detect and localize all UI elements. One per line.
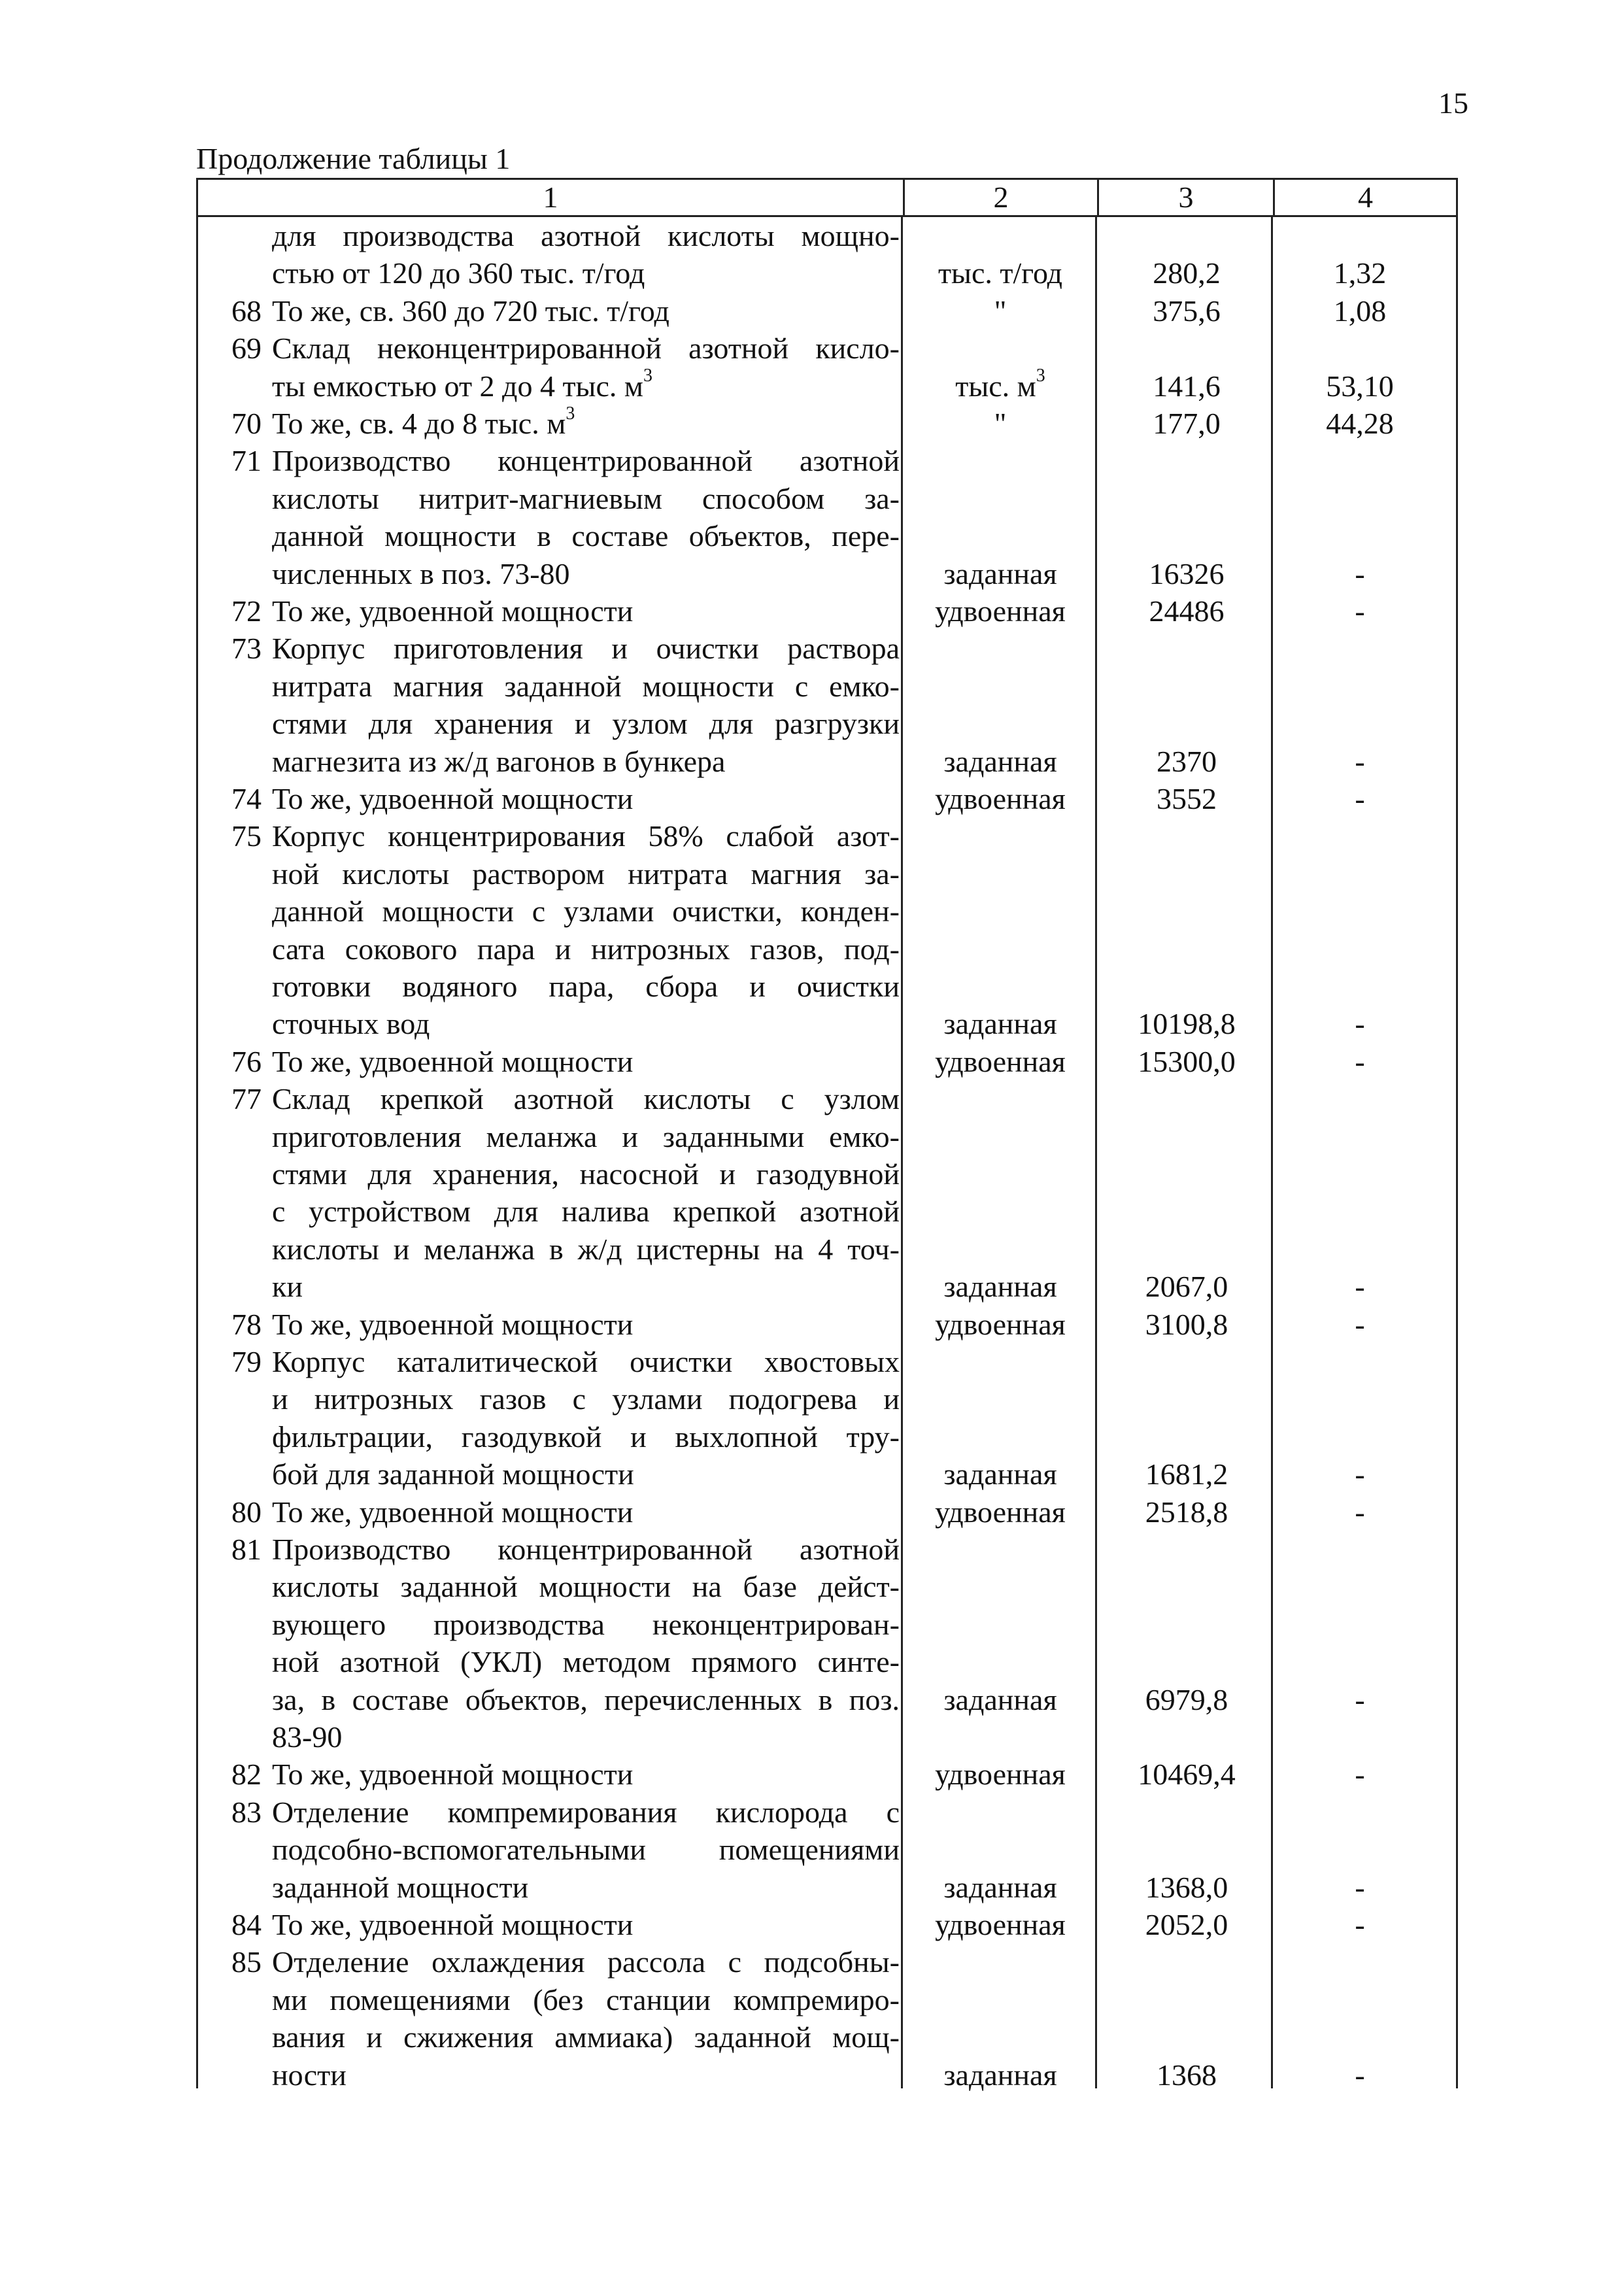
- unit-cell: [902, 254, 1098, 292]
- unit-text: удвоенная: [935, 1307, 1066, 1341]
- coefficient-cell: 44,28: [1326, 407, 1394, 440]
- row-description: [272, 1193, 900, 1231]
- unit-text: ": [994, 407, 1007, 440]
- description-text: численных в поз. 73-80: [272, 556, 570, 590]
- description-text: для производства азотной кислоты мощно-: [272, 219, 900, 252]
- row-description: [272, 1981, 900, 2019]
- row-description: [272, 1531, 900, 1569]
- table-row: [0, 292, 1624, 330]
- table-row: [0, 1080, 1624, 1118]
- row-description: [272, 292, 900, 330]
- description-text: кислоты заданной мощности на базе дейст-: [272, 1570, 900, 1604]
- table-row: [0, 743, 1624, 781]
- description-text: приготовления меланжа и заданными емко-: [272, 1119, 900, 1153]
- coefficient-cell: -: [1355, 1044, 1365, 1078]
- description-text: ной кислоты раствором нитрата магния за-: [272, 857, 900, 891]
- description-text: данной мощности в составе объектов, пере-: [272, 519, 900, 553]
- row-number: 69: [231, 332, 262, 366]
- table-row: [0, 1343, 1624, 1381]
- table-row: [0, 1606, 1624, 1644]
- row-number: 75: [231, 819, 262, 853]
- description-text: бой для заданной мощности: [272, 1457, 634, 1491]
- table-row: [0, 968, 1624, 1006]
- row-description: [272, 743, 900, 781]
- description-text: стями для хранения, насосной и газодувной: [272, 1157, 900, 1191]
- row-number: 79: [231, 1345, 262, 1378]
- table-row: [0, 1643, 1624, 1681]
- superscript: 3: [1036, 366, 1045, 386]
- table-row: [0, 630, 1624, 668]
- table-row: [0, 405, 1624, 443]
- row-description: [272, 1268, 900, 1306]
- description-text: ты емкостью от 2 до 4 тыс. м: [272, 369, 643, 403]
- description-text: То же, удвоенной мощности: [272, 1495, 634, 1529]
- unit-text: тыс. т/год: [938, 256, 1063, 290]
- unit-cell: [902, 1681, 1098, 1719]
- row-description: [272, 1380, 900, 1418]
- row-description: [272, 1943, 900, 1981]
- header-col-3: 3: [1178, 180, 1194, 214]
- row-description: [272, 668, 900, 706]
- coefficient-cell: -: [1355, 2058, 1365, 2092]
- row-description: [272, 1455, 900, 1493]
- table-row: [0, 2018, 1624, 2056]
- table-row: [0, 517, 1624, 555]
- table-row: [0, 817, 1624, 855]
- unit-cell: [902, 1869, 1098, 1907]
- unit-text: удвоенная: [935, 1908, 1066, 1941]
- table-row: [0, 1268, 1624, 1306]
- value-cell: 2067,0: [1145, 1270, 1228, 1304]
- superscript: 3: [566, 403, 575, 424]
- unit-cell: [902, 292, 1098, 330]
- unit-cell: [902, 1005, 1098, 1043]
- row-description: [272, 1306, 900, 1344]
- value-cell: 1368: [1157, 2058, 1217, 2092]
- description-text: вания и сжижения аммиака) заданной мощ-: [272, 2020, 900, 2054]
- row-description: [272, 1493, 900, 1531]
- table-row: [0, 1568, 1624, 1606]
- description-text: готовки водяного пара, сбора и очистки: [272, 970, 900, 1003]
- unit-text: заданная: [943, 1682, 1057, 1716]
- table-row: [0, 1043, 1624, 1081]
- row-description: [272, 442, 900, 480]
- unit-cell: [902, 405, 1098, 443]
- table-caption: Продолжение таблицы 1: [196, 142, 511, 175]
- value-cell: 6979,8: [1145, 1682, 1228, 1716]
- unit-text: тыс. м: [955, 369, 1036, 403]
- unit-cell: [902, 367, 1098, 405]
- table-row: [0, 1756, 1624, 1794]
- coefficient-cell: 1,08: [1333, 294, 1387, 328]
- coefficient-cell: -: [1355, 1270, 1365, 1304]
- description-text: за, в составе объектов, перечисленных в поз.: [272, 1682, 900, 1716]
- table-row: [0, 1493, 1624, 1531]
- row-description: [272, 1643, 900, 1681]
- table-row: [0, 1155, 1624, 1193]
- description-text: То же, удвоенной мощности: [272, 594, 634, 628]
- table-row: [0, 668, 1624, 706]
- unit-cell: [902, 743, 1098, 781]
- value-cell: 3552: [1157, 782, 1217, 815]
- unit-cell: [902, 2056, 1098, 2094]
- coefficient-cell: -: [1355, 1682, 1365, 1716]
- coefficient-cell: 1,32: [1333, 256, 1387, 290]
- value-cell: 141,6: [1153, 369, 1221, 403]
- unit-text: заданная: [943, 2058, 1057, 2092]
- row-number: 74: [231, 782, 262, 815]
- header-col-4: 4: [1358, 180, 1373, 214]
- row-description: [272, 1118, 900, 1156]
- description-text: магнезита из ж/д вагонов в бункера: [272, 744, 726, 778]
- description-text: То же, св. 360 до 720 тыс. т/год: [272, 294, 669, 328]
- table-row: [0, 2056, 1624, 2094]
- table-row: [0, 1981, 1624, 2019]
- table-row: [0, 855, 1624, 893]
- row-description: [272, 630, 900, 668]
- row-number: 68: [231, 294, 262, 328]
- unit-cell: [902, 1043, 1098, 1081]
- unit-text: удвоенная: [935, 1758, 1066, 1792]
- table-row: [0, 780, 1624, 818]
- row-description: [272, 517, 900, 555]
- coefficient-cell: -: [1355, 744, 1365, 778]
- description-text: вующего производства неконцентрирован-: [272, 1607, 900, 1641]
- description-text: заданной мощности: [272, 1870, 529, 1904]
- unit-cell: [902, 555, 1098, 593]
- value-cell: 375,6: [1153, 294, 1221, 328]
- table-header: [196, 178, 1458, 217]
- value-cell: 15300,0: [1138, 1044, 1236, 1078]
- row-description: [272, 1080, 900, 1118]
- row-description: [272, 405, 900, 443]
- row-description: [272, 892, 900, 930]
- unit-cell: [902, 1455, 1098, 1493]
- description-text: Производство концентрированной азотной: [272, 444, 900, 478]
- coefficient-cell: -: [1355, 1007, 1365, 1041]
- row-description: [272, 2056, 900, 2094]
- row-description: [272, 1005, 900, 1043]
- coefficient-cell: -: [1355, 1758, 1365, 1792]
- coefficient-cell: -: [1355, 1307, 1365, 1341]
- unit-cell: [902, 1306, 1098, 1344]
- row-number: 81: [231, 1533, 262, 1566]
- description-text: Отделение охлаждения рассола с подсобны-: [272, 1945, 900, 1979]
- value-cell: 177,0: [1153, 407, 1221, 440]
- table-row: [0, 330, 1624, 367]
- table-row: [0, 1193, 1624, 1231]
- value-cell: 2370: [1157, 744, 1217, 778]
- unit-cell: [902, 592, 1098, 630]
- description-text: стью от 120 до 360 тыс. т/год: [272, 256, 645, 290]
- table-row: [0, 1005, 1624, 1043]
- row-number: 84: [231, 1908, 262, 1941]
- unit-text: заданная: [943, 1270, 1057, 1304]
- row-number: 83: [231, 1795, 262, 1829]
- header-col-2: 2: [993, 180, 1009, 214]
- description-text: То же, удвоенной мощности: [272, 1908, 634, 1941]
- description-text: кислоты и меланжа в ж/д цистерны на 4 точ-: [272, 1232, 900, 1266]
- coefficient-cell: -: [1355, 594, 1365, 628]
- description-text: 83-90: [272, 1720, 343, 1754]
- description-text: кислоты нитрит-магниевым способом за-: [272, 481, 900, 515]
- unit-text: удвоенная: [935, 782, 1066, 815]
- unit-cell: [902, 1756, 1098, 1794]
- description-text: ной азотной (УКЛ) методом прямого синте-: [272, 1645, 900, 1679]
- table-row: [0, 367, 1624, 405]
- description-text: То же, удвоенной мощности: [272, 1044, 634, 1078]
- superscript: 3: [643, 366, 652, 386]
- table-row: [0, 592, 1624, 630]
- description-text: сточных вод: [272, 1007, 430, 1041]
- coefficient-cell: -: [1355, 556, 1365, 590]
- row-description: [272, 1756, 900, 1794]
- table-row: [0, 892, 1624, 930]
- value-cell: 1368,0: [1145, 1870, 1228, 1904]
- unit-text: заданная: [943, 556, 1057, 590]
- row-number: 70: [231, 407, 262, 440]
- row-number: 77: [231, 1082, 262, 1116]
- description-text: То же, удвоенной мощности: [272, 1758, 634, 1792]
- description-text: Отделение компремирования кислорода с: [272, 1795, 900, 1829]
- coefficient-cell: -: [1355, 1908, 1365, 1941]
- description-text: ности: [272, 2058, 347, 2092]
- unit-text: удвоенная: [935, 1044, 1066, 1078]
- row-description: [272, 555, 900, 593]
- description-text: и нитрозных газов с узлами подогрева и: [272, 1382, 900, 1416]
- row-description: [272, 217, 900, 255]
- table-row: [0, 555, 1624, 593]
- row-number: 73: [231, 632, 262, 666]
- coefficient-cell: 53,10: [1326, 369, 1394, 403]
- table-row: [0, 1906, 1624, 1944]
- row-description: [272, 1869, 900, 1907]
- description-text: Склад крепкой азотной кислоты с узлом: [272, 1082, 900, 1116]
- row-description: [272, 705, 900, 743]
- row-description: [272, 1794, 900, 1831]
- unit-text: заданная: [943, 1870, 1057, 1904]
- value-cell: 280,2: [1153, 256, 1221, 290]
- table-row: [0, 1718, 1624, 1756]
- description-text: Производство концентрированной азотной: [272, 1533, 900, 1566]
- row-description: [272, 1831, 900, 1869]
- page-number: 15: [1438, 86, 1468, 120]
- row-description: [272, 592, 900, 630]
- table-row: [0, 254, 1624, 292]
- table-row: [0, 1118, 1624, 1156]
- description-text: ки: [272, 1270, 303, 1304]
- description-text: подсобно-вспомогательными помещениями: [272, 1833, 900, 1867]
- row-description: [272, 1418, 900, 1456]
- table-row: [0, 1455, 1624, 1493]
- table-row: [0, 705, 1624, 743]
- row-description: [272, 855, 900, 893]
- description-text: фильтрации, газодувкой и выхлопной тру-: [272, 1420, 900, 1454]
- row-number: 72: [231, 594, 262, 628]
- table-row: [0, 1869, 1624, 1907]
- description-text: Корпус приготовления и очистки раствора: [272, 632, 900, 666]
- row-number: 80: [231, 1495, 262, 1529]
- row-description: [272, 1343, 900, 1381]
- row-number: 85: [231, 1945, 262, 1979]
- table-row: [0, 217, 1624, 255]
- value-cell: 16326: [1149, 556, 1225, 590]
- row-description: [272, 480, 900, 518]
- table-row: [0, 930, 1624, 968]
- row-number: 78: [231, 1307, 262, 1341]
- row-description: [272, 1568, 900, 1606]
- unit-text: заданная: [943, 1007, 1057, 1041]
- table-row: [0, 1418, 1624, 1456]
- row-description: [272, 2018, 900, 2056]
- row-description: [272, 367, 900, 405]
- row-description: [272, 817, 900, 855]
- table-row: [0, 1794, 1624, 1831]
- row-number: 76: [231, 1044, 262, 1078]
- value-cell: 24486: [1149, 594, 1225, 628]
- row-description: [272, 1681, 900, 1719]
- row-number: 71: [231, 444, 262, 478]
- row-description: [272, 1718, 900, 1756]
- description-text: с устройством для налива крепкой азотной: [272, 1195, 900, 1229]
- description-text: стями для хранения и узлом для разгрузки: [272, 707, 900, 741]
- description-text: То же, св. 4 до 8 тыс. м: [272, 407, 566, 440]
- table-row: [0, 1681, 1624, 1719]
- table-row: [0, 1231, 1624, 1268]
- unit-cell: [902, 780, 1098, 818]
- unit-cell: [902, 1268, 1098, 1306]
- unit-text: ": [994, 294, 1007, 328]
- row-description: [272, 330, 900, 367]
- row-description: [272, 1043, 900, 1081]
- row-description: [272, 254, 900, 292]
- unit-text: удвоенная: [935, 594, 1066, 628]
- row-number: 82: [231, 1758, 262, 1792]
- description-text: То же, удвоенной мощности: [272, 1307, 634, 1341]
- value-cell: 2518,8: [1145, 1495, 1228, 1529]
- description-text: То же, удвоенной мощности: [272, 782, 634, 815]
- coefficient-cell: -: [1355, 1870, 1365, 1904]
- row-description: [272, 1155, 900, 1193]
- description-text: данной мощности с узлами очистки, конден-: [272, 894, 900, 928]
- description-text: Склад неконцентрированной азотной кисло-: [272, 332, 900, 366]
- description-text: Корпус каталитической очистки хвостовых: [272, 1345, 900, 1378]
- row-description: [272, 1906, 900, 1944]
- unit-text: заданная: [943, 1457, 1057, 1491]
- unit-cell: [902, 1493, 1098, 1531]
- value-cell: 10469,4: [1138, 1758, 1236, 1792]
- description-text: нитрата магния заданной мощности с емко-: [272, 669, 900, 703]
- coefficient-cell: -: [1355, 1495, 1365, 1529]
- table-row: [0, 1943, 1624, 1981]
- row-description: [272, 930, 900, 968]
- row-description: [272, 1231, 900, 1268]
- row-description: [272, 1606, 900, 1644]
- unit-cell: [902, 1906, 1098, 1944]
- header-col-1: 1: [543, 180, 558, 214]
- value-cell: 10198,8: [1138, 1007, 1236, 1041]
- table-row: [0, 480, 1624, 518]
- value-cell: 1681,2: [1145, 1457, 1228, 1491]
- description-text: ми помещениями (без станции компремиро-: [272, 1982, 900, 2016]
- description-text: Корпус концентрирования 58% слабой азот-: [272, 819, 900, 853]
- table-row: [0, 1531, 1624, 1569]
- row-description: [272, 968, 900, 1006]
- table-row: [0, 1380, 1624, 1418]
- value-cell: 3100,8: [1145, 1307, 1228, 1341]
- table-row: [0, 442, 1624, 480]
- table-row: [0, 1306, 1624, 1344]
- unit-text: удвоенная: [935, 1495, 1066, 1529]
- coefficient-cell: -: [1355, 1457, 1365, 1491]
- table-row: [0, 1831, 1624, 1869]
- value-cell: 2052,0: [1145, 1908, 1228, 1941]
- unit-text: заданная: [943, 744, 1057, 778]
- coefficient-cell: -: [1355, 782, 1365, 815]
- description-text: сата сокового пара и нитрозных газов, под-: [272, 932, 900, 966]
- row-description: [272, 780, 900, 818]
